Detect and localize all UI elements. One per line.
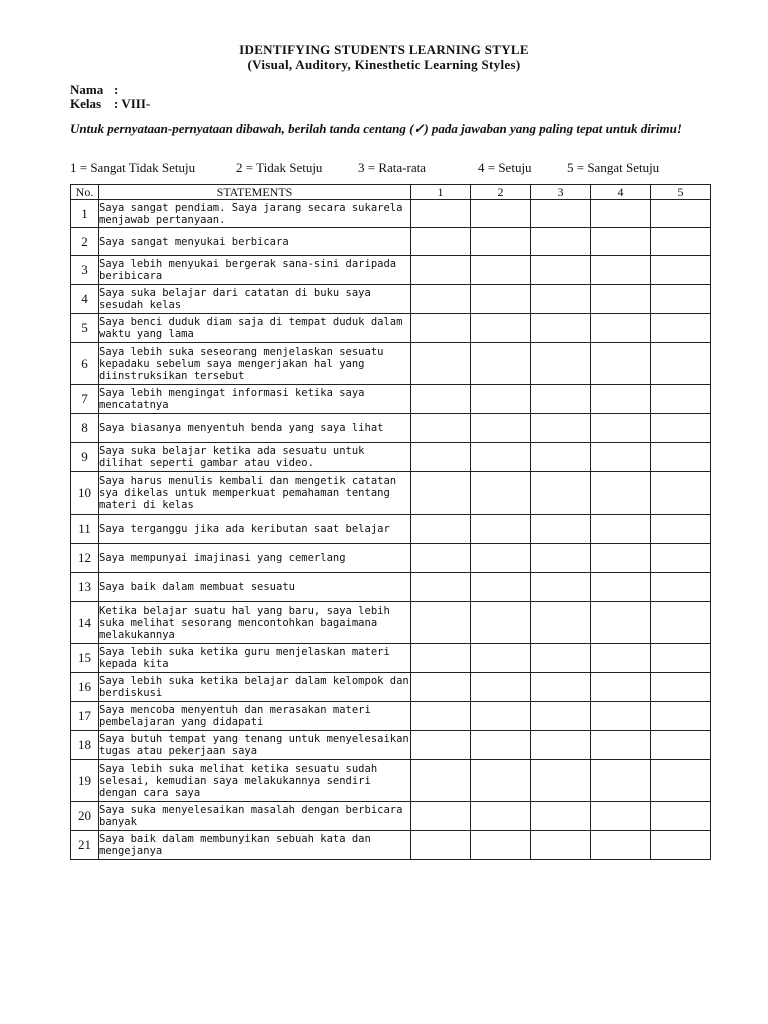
statement-text: Saya lebih suka ketika guru menjelaskan materi kepada kita [99, 644, 411, 673]
rating-cell-1[interactable] [411, 602, 471, 644]
rating-cell-1[interactable] [411, 760, 471, 802]
rating-cell-5[interactable] [651, 644, 711, 673]
rating-cell-2[interactable] [471, 314, 531, 343]
rating-cell-1[interactable] [411, 515, 471, 544]
rating-cell-2[interactable] [471, 702, 531, 731]
kelas-value: : VIII- [114, 96, 151, 111]
scale-item-2: 2 = Tidak Setuju [236, 160, 323, 175]
scale-item-1: 1 = Sangat Tidak Setuju [70, 160, 196, 175]
row-number: 5 [71, 314, 99, 343]
statement-text: Saya lebih suka melihat ketika sesuatu sudah selesai, kemudian saya melakukannya sendiri dengan cara saya [99, 760, 411, 802]
rating-cell-1[interactable] [411, 256, 471, 285]
rating-cell-5[interactable] [651, 314, 711, 343]
rating-cell-5[interactable] [651, 256, 711, 285]
row-number: 15 [71, 644, 99, 673]
row-number: 10 [71, 472, 99, 515]
rating-cell-3[interactable] [531, 343, 591, 385]
scale-item-3: 3 = Rata-rata [358, 160, 426, 175]
row-number: 14 [71, 602, 99, 644]
rating-cell-3[interactable] [531, 472, 591, 515]
rating-cell-4[interactable] [591, 443, 651, 472]
rating-cell-5[interactable] [651, 760, 711, 802]
table-row [71, 515, 711, 544]
rating-cell-2[interactable] [471, 544, 531, 573]
rating-cell-2[interactable] [471, 343, 531, 385]
rating-cell-4[interactable] [591, 573, 651, 602]
table-row [71, 760, 711, 802]
table-row [71, 228, 711, 256]
rating-cell-1[interactable] [411, 443, 471, 472]
rating-cell-1[interactable] [411, 414, 471, 443]
rating-cell-1[interactable] [411, 544, 471, 573]
table-row [71, 472, 711, 515]
rating-cell-5[interactable] [651, 802, 711, 831]
table-row [71, 573, 711, 602]
statement-text: Ketika belajar suatu hal yang baru, saya lebih suka melihat sesorang mencontohkan bagaimana melakukannya [99, 602, 411, 644]
rating-cell-3[interactable] [531, 760, 591, 802]
rating-cell-4[interactable] [591, 343, 651, 385]
instruction-text: Untuk pernyataan-pernyataan dibawah, berilah tanda centang (✓) pada jawaban yang paling tepat untuk dirimu! [70, 121, 682, 136]
rating-cell-3[interactable] [531, 515, 591, 544]
rating-cell-1[interactable] [411, 228, 471, 256]
row-number: 18 [71, 731, 99, 760]
rating-cell-3[interactable] [531, 573, 591, 602]
rating-cell-2[interactable] [471, 802, 531, 831]
header-rating-1: 1 [411, 185, 471, 200]
rating-cell-5[interactable] [651, 443, 711, 472]
rating-cell-4[interactable] [591, 385, 651, 414]
rating-cell-3[interactable] [531, 731, 591, 760]
rating-cell-2[interactable] [471, 731, 531, 760]
rating-cell-1[interactable] [411, 314, 471, 343]
row-number: 17 [71, 702, 99, 731]
rating-cell-3[interactable] [531, 385, 591, 414]
rating-cell-2[interactable] [471, 443, 531, 472]
rating-cell-3[interactable] [531, 602, 591, 644]
table-row [71, 285, 711, 314]
rating-cell-2[interactable] [471, 385, 531, 414]
rating-cell-3[interactable] [531, 644, 591, 673]
statement-text: Saya lebih suka seseorang menjelaskan sesuatu kepadaku sebelum saya mengerjakan hal yang diinstruksikan tersebut [99, 343, 411, 385]
rating-cell-5[interactable] [651, 228, 711, 256]
rating-cell-5[interactable] [651, 414, 711, 443]
rating-scale-legend [70, 160, 720, 176]
row-number: 20 [71, 802, 99, 831]
rating-cell-3[interactable] [531, 314, 591, 343]
statement-text: Saya sangat pendiam. Saya jarang secara sukarela menjawab pertanyaan. [99, 200, 411, 228]
rating-cell-2[interactable] [471, 285, 531, 314]
rating-cell-3[interactable] [531, 702, 591, 731]
rating-cell-1[interactable] [411, 200, 471, 228]
nama-label: Nama [70, 82, 104, 97]
rating-cell-1[interactable] [411, 573, 471, 602]
rating-cell-3[interactable] [531, 285, 591, 314]
statement-text: Saya suka belajar dari catatan di buku saya sesudah kelas [99, 285, 411, 314]
statement-text: Saya benci duduk diam saja di tempat duduk dalam waktu yang lama [99, 314, 411, 343]
rating-cell-4[interactable] [591, 515, 651, 544]
row-number: 19 [71, 760, 99, 802]
rating-cell-2[interactable] [471, 573, 531, 602]
table-row [71, 702, 711, 731]
table-body [71, 200, 711, 860]
rating-cell-2[interactable] [471, 472, 531, 515]
rating-cell-4[interactable] [591, 256, 651, 285]
table-row [71, 200, 711, 228]
rating-cell-4[interactable] [591, 544, 651, 573]
rating-cell-1[interactable] [411, 731, 471, 760]
rating-cell-3[interactable] [531, 228, 591, 256]
rating-cell-2[interactable] [471, 602, 531, 644]
table-row [71, 314, 711, 343]
header-no: No. [71, 185, 99, 200]
statement-text: Saya sangat menyukai berbicara [99, 228, 411, 256]
statement-text: Saya lebih suka ketika belajar dalam kelompok dan berdiskusi [99, 673, 411, 702]
row-number: 1 [71, 200, 99, 228]
rating-cell-5[interactable] [651, 385, 711, 414]
table-row [71, 602, 711, 644]
row-number: 3 [71, 256, 99, 285]
rating-cell-4[interactable] [591, 414, 651, 443]
rating-cell-4[interactable] [591, 285, 651, 314]
rating-cell-5[interactable] [651, 831, 711, 860]
row-number: 13 [71, 573, 99, 602]
row-number: 11 [71, 515, 99, 544]
rating-cell-1[interactable] [411, 673, 471, 702]
rating-cell-4[interactable] [591, 602, 651, 644]
statement-text: Saya baik dalam membunyikan sebuah kata dan mengejanya [99, 831, 411, 860]
row-number: 2 [71, 228, 99, 256]
table-row [71, 443, 711, 472]
rating-cell-5[interactable] [651, 673, 711, 702]
table-header-row [71, 185, 711, 200]
statement-text: Saya lebih menyukai bergerak sana-sini daripada beribicara [99, 256, 411, 285]
rating-cell-4[interactable] [591, 314, 651, 343]
rating-cell-4[interactable] [591, 760, 651, 802]
rating-cell-2[interactable] [471, 673, 531, 702]
rating-cell-4[interactable] [591, 472, 651, 515]
rating-cell-2[interactable] [471, 515, 531, 544]
rating-cell-5[interactable] [651, 472, 711, 515]
table-row [71, 414, 711, 443]
statement-text: Saya suka menyelesaikan masalah dengan berbicara banyak [99, 802, 411, 831]
statements-table [70, 184, 711, 860]
statement-text: Saya mempunyai imajinasi yang cemerlang [99, 544, 411, 573]
row-number: 8 [71, 414, 99, 443]
rating-cell-2[interactable] [471, 414, 531, 443]
rating-cell-1[interactable] [411, 285, 471, 314]
row-number: 12 [71, 544, 99, 573]
table-row [71, 256, 711, 285]
rating-cell-4[interactable] [591, 200, 651, 228]
statement-text: Saya lebih mengingat informasi ketika saya mencatatnya [99, 385, 411, 414]
rating-cell-1[interactable] [411, 343, 471, 385]
rating-cell-1[interactable] [411, 702, 471, 731]
rating-cell-4[interactable] [591, 673, 651, 702]
scale-item-4: 4 = Setuju [478, 160, 532, 175]
table-row [71, 544, 711, 573]
row-number: 7 [71, 385, 99, 414]
statement-text: Saya mencoba menyentuh dan merasakan materi pembelajaran yang didapati [99, 702, 411, 731]
scale-item-5: 5 = Sangat Setuju [567, 160, 660, 175]
rating-cell-5[interactable] [651, 544, 711, 573]
rating-cell-3[interactable] [531, 200, 591, 228]
header-rating-5: 5 [651, 185, 711, 200]
statement-text: Saya terganggu jika ada keributan saat belajar [99, 515, 411, 544]
kelas-field [70, 96, 150, 112]
rating-cell-3[interactable] [531, 544, 591, 573]
header-rating-2: 2 [471, 185, 531, 200]
rating-cell-4[interactable] [591, 831, 651, 860]
rating-cell-2[interactable] [471, 644, 531, 673]
rating-cell-5[interactable] [651, 602, 711, 644]
rating-cell-1[interactable] [411, 831, 471, 860]
rating-cell-2[interactable] [471, 200, 531, 228]
kelas-label: Kelas [70, 96, 102, 111]
rating-cell-4[interactable] [591, 644, 651, 673]
rating-cell-4[interactable] [591, 802, 651, 831]
rating-cell-2[interactable] [471, 256, 531, 285]
table-row [71, 644, 711, 673]
header-rating-3: 3 [531, 185, 591, 200]
rating-cell-5[interactable] [651, 731, 711, 760]
rating-cell-3[interactable] [531, 802, 591, 831]
rating-cell-3[interactable] [531, 831, 591, 860]
statement-text: Saya harus menulis kembali dan mengetik catatan sya dikelas untuk memperkuat pemahaman tentang materi di kelas [99, 472, 411, 515]
header-rating-4: 4 [591, 185, 651, 200]
rating-cell-1[interactable] [411, 802, 471, 831]
header-statements: STATEMENTS [99, 185, 411, 200]
rating-cell-2[interactable] [471, 760, 531, 802]
table-row [71, 802, 711, 831]
rating-cell-5[interactable] [651, 515, 711, 544]
rating-cell-4[interactable] [591, 702, 651, 731]
rating-cell-5[interactable] [651, 573, 711, 602]
rating-cell-4[interactable] [591, 228, 651, 256]
rating-cell-5[interactable] [651, 285, 711, 314]
row-number: 9 [71, 443, 99, 472]
rating-cell-5[interactable] [651, 702, 711, 731]
rating-cell-1[interactable] [411, 385, 471, 414]
rating-cell-3[interactable] [531, 673, 591, 702]
table-row [71, 385, 711, 414]
row-number: 16 [71, 673, 99, 702]
rating-cell-5[interactable] [651, 343, 711, 385]
table-row [71, 731, 711, 760]
rating-cell-3[interactable] [531, 414, 591, 443]
row-number: 21 [71, 831, 99, 860]
statement-text: Saya biasanya menyentuh benda yang saya lihat [99, 414, 411, 443]
table-row [71, 673, 711, 702]
rating-cell-2[interactable] [471, 831, 531, 860]
row-number: 6 [71, 343, 99, 385]
table-row [71, 831, 711, 860]
statement-text: Saya baik dalam membuat sesuatu [99, 573, 411, 602]
rating-cell-1[interactable] [411, 644, 471, 673]
document-title: IDENTIFYING STUDENTS LEARNING STYLE [239, 42, 529, 57]
document-subtitle: (Visual, Auditory, Kinesthetic Learning Styles) [247, 57, 521, 72]
table-row [71, 343, 711, 385]
statement-text: Saya butuh tempat yang tenang untuk menyelesaikan tugas atau pekerjaan saya [99, 731, 411, 760]
rating-cell-3[interactable] [531, 443, 591, 472]
rating-cell-5[interactable] [651, 200, 711, 228]
rating-cell-3[interactable] [531, 256, 591, 285]
rating-cell-4[interactable] [591, 731, 651, 760]
nama-value: : [114, 82, 119, 97]
row-number: 4 [71, 285, 99, 314]
rating-cell-2[interactable] [471, 228, 531, 256]
statement-text: Saya suka belajar ketika ada sesuatu untuk dilihat seperti gambar atau video. [99, 443, 411, 472]
rating-cell-1[interactable] [411, 472, 471, 515]
